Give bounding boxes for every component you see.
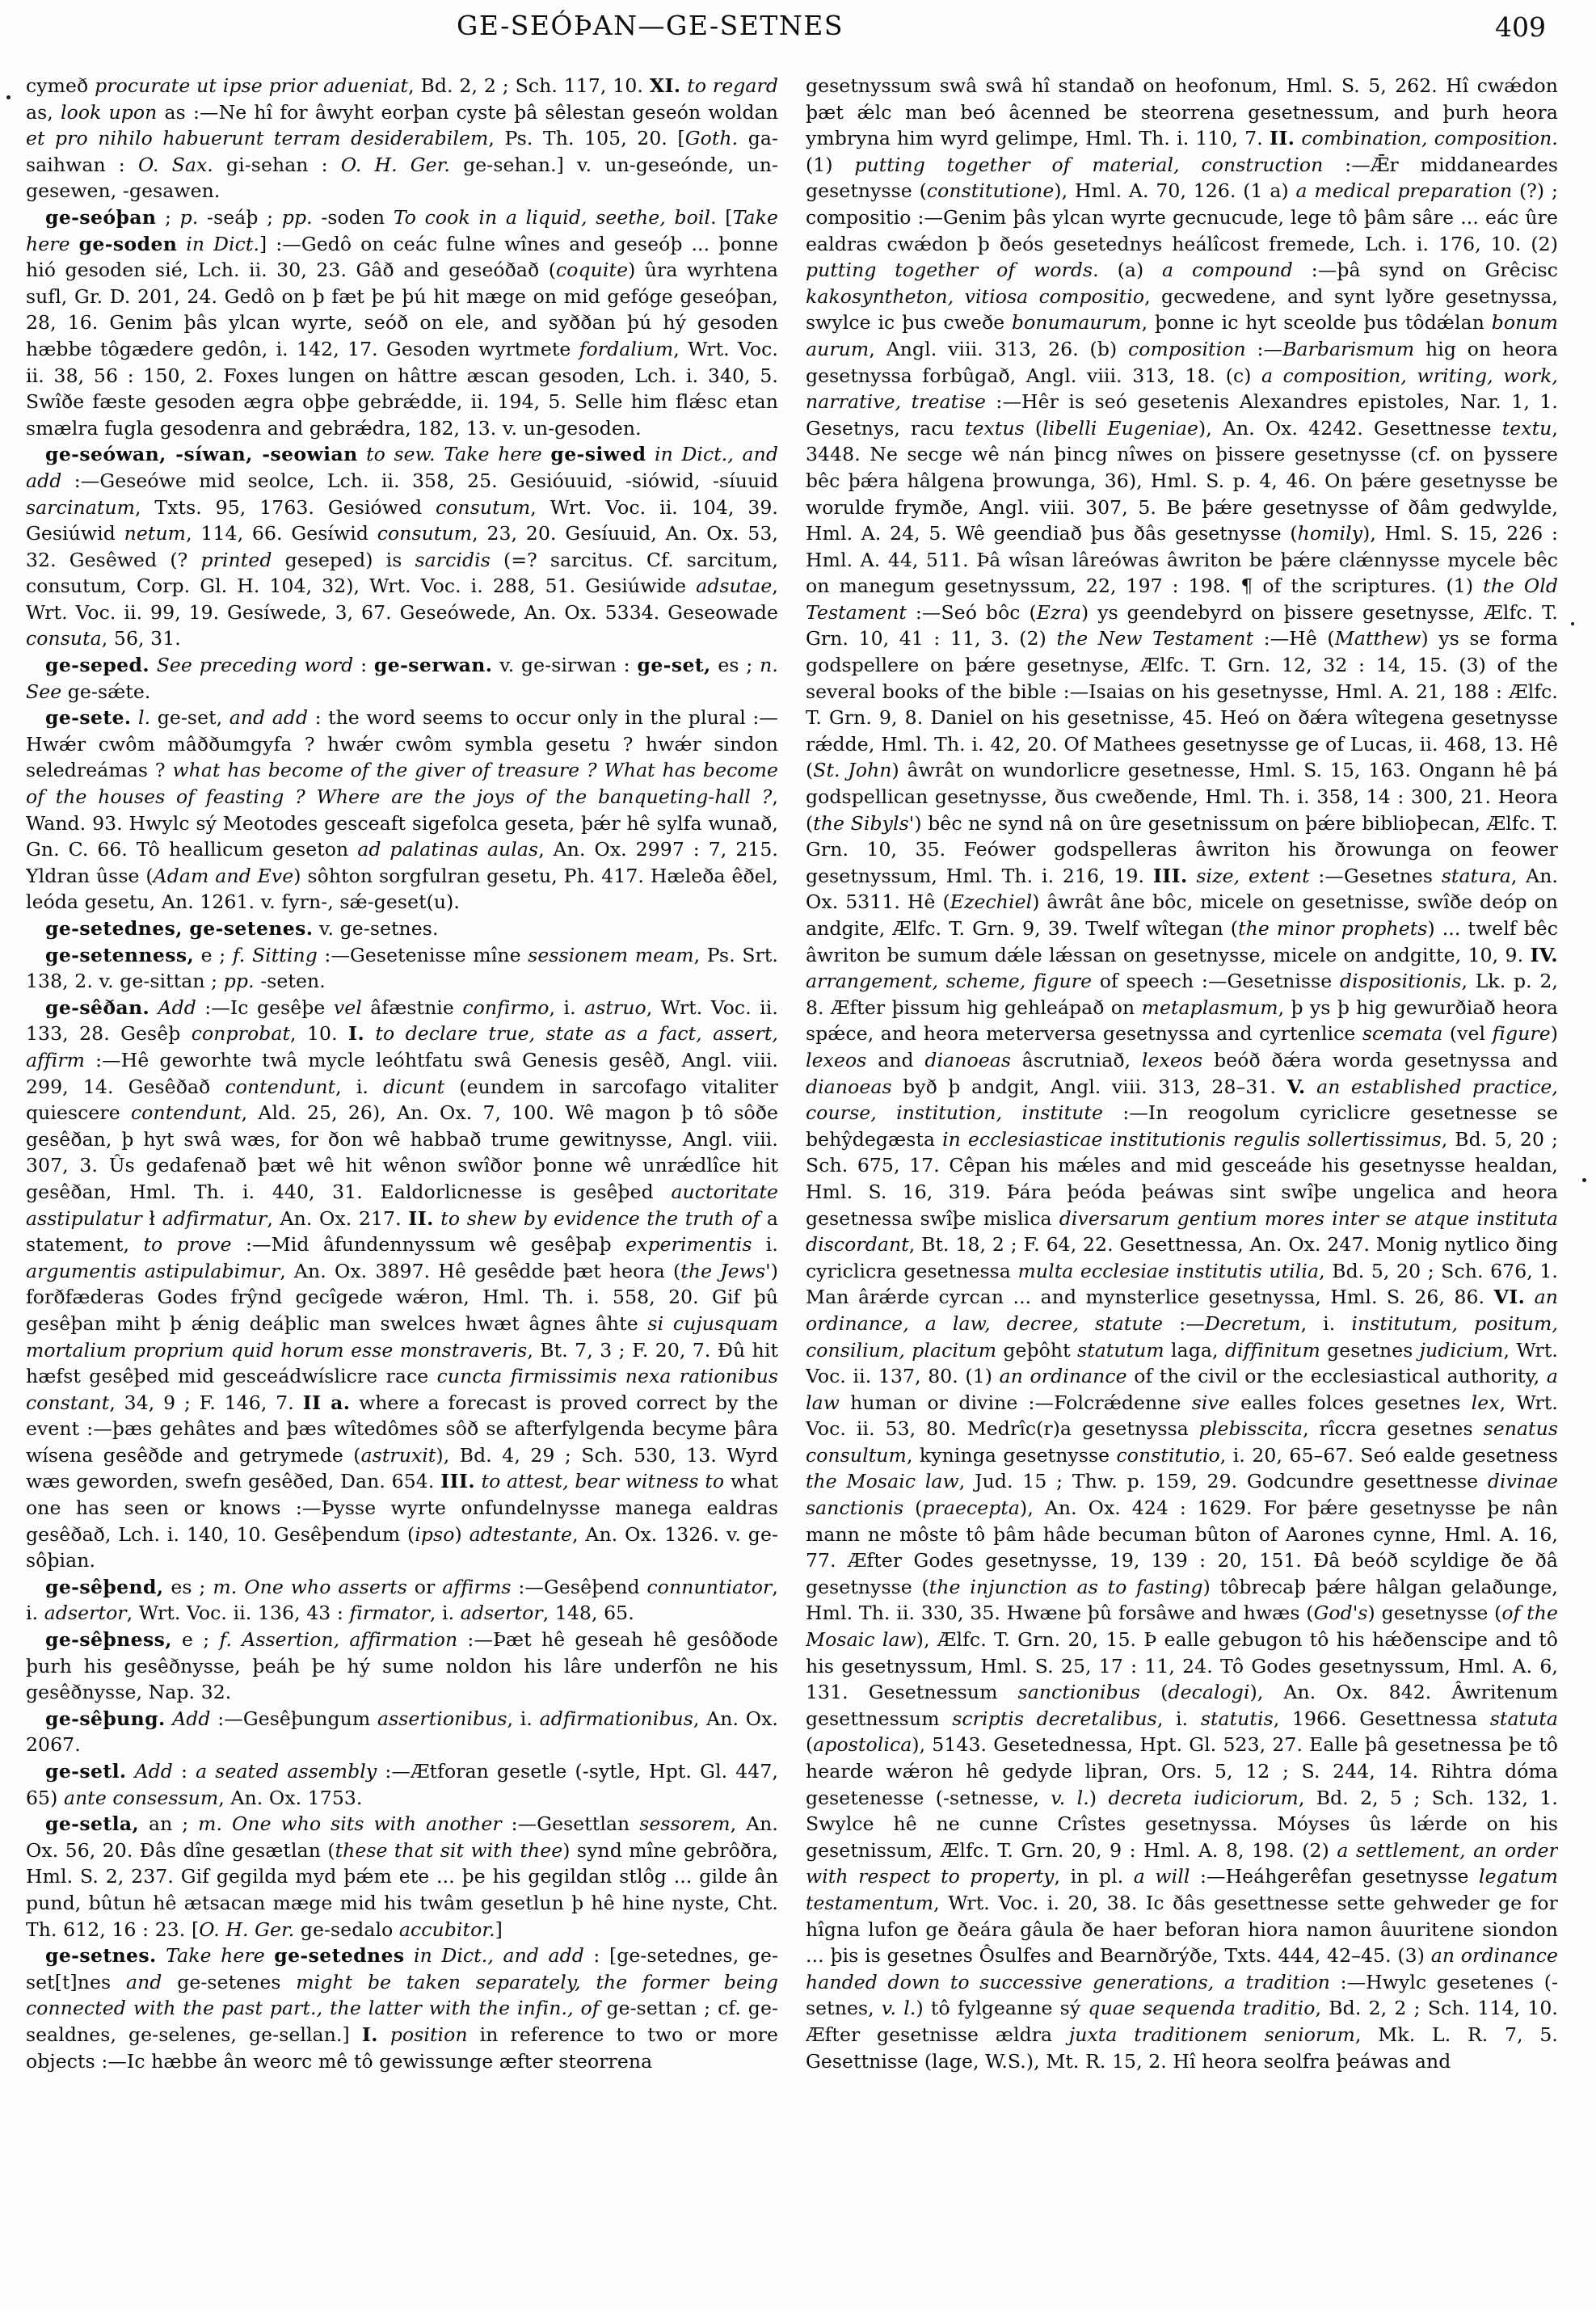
entry-paragraph: ge-seóþan ; p. -seáþ ; pp. -soden To cook in a liquid, seethe, boil. [Take here ge-soden in Dict.] :—Gedô on ceác fulne wînes and geseóþ ... þonne hió gesoden sié, Lch. ii. 30, 23. Gâð and geseóðað (coquite) ûra wyrhtena sufl, Gr. D. 201, 24. Gedô on þ fæt þe þú hit mæge on mid gefóge geseóþan, 28, 16. Genim þâs ylcan wyrte, seóð on ele, and syððan þú hý gesoden hæbbe tôgædere gedôn, i. 142, 17. Gesoden wyrtmete fordalium, Wrt. Voc. ii. 38, 56 : 150, 2. Foxes lungen on hâttre æscan gesoden, Lch. i. 340, 5. Swîðe fæste gesoden ægra oþþe gebrǽdde, ii. 194, 5. Selle him flǽsc etan smælra fugla gesodenra and gebrǽdra, 182, 13. v. un-gesoden. <box>26 205 778 440</box>
entry-paragraph: ge-sêþness, e ; f. Assertion, affirmation :—Þæt hê geseah hê gesôðode þurh his gesêðnysse, þeáh þe hý sume noldon his lâre underfôn ne his gesêðnysse, Nap. 32. <box>26 1628 778 1704</box>
entry-paragraph: ge-setla, an ; m. One who sits with another :—Gesettlan sessorem, An. Ox. 56, 20. Ðâs dîne gesætlan (these that sit with thee) synd mîne gebrôðra, Hml. S. 2, 237. Gif gegilda myd þǽm ete ... þe his gegildan stlôg ... gilde ân pund, bûtun hê ætsacan mæge mid his twâm gesetlun þ hê hine nyste, Cht. Th. 612, 16 : 23. [O. H. Ger. ge-sedalo accubitor.] <box>26 1812 778 1941</box>
page-number: 409 <box>1495 11 1546 43</box>
scan-speck <box>1571 622 1574 625</box>
right-column <box>806 73 1558 2222</box>
entry-paragraph: cymeð procurate ut ipse prior adueniat, Bd. 2, 2 ; Sch. 117, 10. XI. to regard as, look upon as :—Ne hî for âwyht eorþan cyste þâ sêlestan geseón woldan et pro nihilo habuerunt terram desiderabilem, Ps. Th. 105, 20. [Goth. ga-saihwan : O. Sax. gi-sehan : O. H. Ger. ge-sehan.] v. un-geseónde, un-gesewen, -gesawen. <box>26 74 778 203</box>
entry-paragraph: ge-setnes. Take here ge-setednes in Dict., and add : [ge-setednes, ge-set[t]nes and ge-setenes might be taken separately, the former being connected with the past part., the latter with the infin., of ge-settan ; cf. ge-sealdnes, ge-selenes, ge-sellan.] I. position in reference to two or more objects :—Ic hæbbe ân weorc mê tô gewissunge æfter steorrena <box>26 1944 778 2073</box>
entry-paragraph: ge-seped. See preceding word : ge-serwan. v. ge-sirwan : ge-set, es ; n. See ge-sǽte. <box>26 654 778 703</box>
entry-paragraph: ge-sete. l. ge-set, and add : the word seems to occur only in the plural :—Hwǽr cwôm mâððumgyfa ? hwǽr cwôm symbla gesetu ? hwǽr sindon seledreámas ? what has become of the giver of treasure ? What has become of the houses of feasting ? Where are the joys of the banqueting-hall ?, Wand. 93. Hwylc sý Meotodes gesceaft sigefolca geseta, þǽr hê sylfa wunað, Gn. C. 66. Tô heallicum geseton ad palatinas aulas, An. Ox. 2997 : 7, 215. Yldran ûsse (Adam and Eve) sôhton sorgfulran gesetu, Ph. 417. Hæleða êðel, leóda gesetu, An. 1261. v. fyrn-, sǽ-geset(u). <box>26 706 778 914</box>
entry-paragraph: ge-setl. Add : a seated assembly :—Ætforan gesetle (-sytle, Hpt. Gl. 447, 65) ante consessum, An. Ox. 1753. <box>26 1760 778 1809</box>
entry-paragraph: ge-sêþend, es ; m. One who asserts or affirms :—Gesêþend connuntiator, i. adsertor, Wrt. Voc. ii. 136, 43 : firmator, i. adsertor, 148, 65. <box>26 1575 778 1625</box>
running-head-title: GE-SEÓÞAN—GE-SETNES <box>457 10 844 41</box>
entry-paragraph: ge-setenness, e ; f. Sitting :—Gesetenisse mîne sessionem meam, Ps. Srt. 138, 2. v. ge-sittan ; pp. -seten. <box>26 943 778 993</box>
entry-paragraph: gesetnyssum swâ swâ hî standað on heofonum, Hml. S. 5, 262. Hî cwǽdon þæt ǽlc man beó âcenned be steorrena gesetnessum, and þurh heora ymbryna him wyrd gelimpe, Hml. Th. i. 110, 7. II. combination, composition. (1) putting together of material, construction :—Ǣr middaneardes gesetnysse (constitutione), Hml. A. 70, 126. (1 a) a medical preparation (?) ; compositio :—Genim þâs ylcan wyrte gecnucude, lege tô þâm sâre ... eác ûre ealdras cwǽdon þ ðeós gesetednys heálîcost fremede, Lch. i. 176, 10. (2) putting together of words. (a) a compound :—þâ synd on Grêcisc kakosyntheton, vitiosa compositio, gecwedene, and synt lyðre gesetnyssa, swylce ic þus cweðe bonumaurum, þonne ic hyt sceolde þus tôdǽlan bonum aurum, Angl. viii. 313, 26. (b) composition :—Barbarismum hig on heora gesetnyssa forbûgað, Angl. viii. 313, 18. (c) a composition, writing, work, narrative, treatise :—Hêr is seó gesetenis Alexandres epistoles, Nar. 1, 1. Gesetnys, racu textus (libelli Eugeniae), An. Ox. 4242. Gesettnesse textu, 3448. Ne secge wê nán þincg nîwes on þissere gesetnysse (cf. on þyssere bêc þǽra hâlgena þrowunga, 36), Hml. S. p. 4, 46. On þǽre gesetnysse be worulde frymðe, Angl. viii. 307, 5. Be þǽre gesetnysse of ðâm gedwylde, Hml. A. 24, 5. Wê geendiað þus ðâs gesetnysse (homily), Hml. S. 15, 226 : Hml. A. 44, 511. Þâ wîsan lâreówas âwriton be þǽre clǽnnysse mycele bêc on manegum gesetnyssum, 22, 197 : 198. ¶ of the scriptures. (1) the Old Testament :—Seó bôc (Ezra) ys geendebyrd on þissere gesetnysse, Ælfc. T. Grn. 10, 41 : 11, 3. (2) the New Testament :—Hê (Matthew) ys se forma godspellere on þǽre gesetnyse, Ælfc. T. Grn. 12, 32 : 14, 15. (3) of the several books of the bible :—Isaias on his gesetnysse, Hml. A. 21, 188 : Ælfc. T. Grn. 9, 8. Daniel on his gesetnisse, 45. Heó on ðǽra wîtegena gesetnysse rǽdde, Hml. Th. i. 42, 20. Of Mathees gesetnysse ge of Lucas, ii. 468, 13. Hê (St. John) âwrât on wundorlicre gesetnesse, Hml. S. 15, 163. Ongann hê þá godspellican gesetnysse, ðus cweðende, Hml. Th. i. 358, 14 : 300, 21. Heora (the Sibyls') bêc ne synd nâ on ûre gesetnissum on þǽre biblioþecan, Ælfc. T. Grn. 10, 35. Feówer godspelleras âwriton his ðrowunga on feower gesetnyssum, Hml. Th. i. 216, 19. III. size, extent :—Gesetnes statura, An. Ox. 5311. Hê (Ezechiel) âwrât âne bôc, micele on gesetnisse, swîðe deóp on andgite, Ælfc. T. Grn. 9, 39. Twelf wîtegan (the minor prophets) ... twelf bêc âwriton be sumum dǽle lǽssan on gesetnysse, micele on andgitte, 10, 9. IV. arrangement, scheme, figure of speech :—Gesetnisse dispositionis, Lk. p. 2, 8. Æfter þissum hig gehleápað on metaplasmum, þ ys þ hig gewurðiað heora spǽce, and heora meterversa gesetnyssa and cyrtenlice scemata (vel figure) lexeos and dianoeas âscrutniað, lexeos beóð ðǽra worda gesetnyssa and dianoeas byð þ andgit, Angl. viii. 313, 28–31. V. an established practice, course, institution, institute :—In reogolum cyriclicre gesetnesse se behŷdegæsta in ecclesiasticae institutionis regulis sollertissimus, Bd. 5, 20 ; Sch. 675, 17. Cêpan his mǽles and mid gesceáde his gesetnysse healdan, Hml. S. 16, 319. Þára þeóda þeáwas sint swîþe ungelica and heora gesetnessa swîþe mislica diversarum gentium mores inter se atque instituta discordant, Bt. 18, 2 ; F. 64, 22. Gesettnessa, An. Ox. 247. Monig nytlico ðing cyriclicra gesetnessa multa ecclesiae institutis utilia, Bd. 5, 20 ; Sch. 676, 1. Man ârǽrde cyrcan ... and mynsterlice gesetnyssa, Hml. S. 26, 86. VI. an ordinance, a law, decree, statute :—Decretum, i. institutum, positum, consilium, placitum geþôht statutum laga, diffinitum gesetnes judicium, Wrt. Voc. ii. 137, 80. (1) an ordinance of the civil or the ecclesiastical authority, a law human or divine :—Folcrǽdenne sive ealles folces gesetnes lex, Wrt. Voc. ii. 53, 80. Medrîc(r)a gesetnyssa plebisscita, rîccra gesetnes senatus consultum, kyninga gesetnysse constitutio, i. 20, 65–67. Seó ealde gesetness the Mosaic law, Jud. 15 ; Thw. p. 159, 29. Godcundre gesettnesse divinae sanctionis (praecepta), An. Ox. 424 : 1629. For þǽre gesetnysse þe nân mann ne môste tô þâm hâde becuman bûton of Aarones cynne, Hml. A. 16, 77. Æfter Godes gesetnysse, 19, 139 : 20, 151. Ðâ beóð scyldige ðe ðâ gesetnysse (the injunction as to fasting) tôbrecaþ þǽre hâlgan gelaðunge, Hml. Th. ii. 330, 35. Hwæne þû forsâwe and hwæs (God's) gesetnysse (of the Mosaic law), Ælfc. T. Grn. 20, 15. Þ ealle gebugon tô his hǽðenscipe and tô his gesetnyssum, Hml. S. 25, 17 : 11, 24. Tô Godes gesetnyssum, Hml. A. 6, 131. Gesetnessum sanctionibus (decalogi), An. Ox. 842. Âwritenum gesettnessum scriptis decretalibus, i. statutis, 1966. Gesettnessa statuta (apostolica), 5143. Gesetednessa, Hpt. Gl. 523, 27. Ealle þâ gesetnessa þe tô hearde wǽron hê gedyde liþran, Ors. 5, 12 ; S. 244, 14. Rihtra dóma gesetenesse (-setnesse, v. l.) decreta iudiciorum, Bd. 2, 5 ; Sch. 132, 1. Swylce hê ne cunne Crîstes gesetnyssa. Móyses ûs lǽrde on his gesetnissum, Ælfc. T. Grn. 20, 9 : Hml. A. 8, 198. (2) a settlement, an order with respect to property, in pl. a will :—Heáhgerêfan gesetnysse legatum testamentum, Wrt. Voc. i. 20, 38. Ic ðâs gesettnesse sette gehweder ge for hîgna lufon ge ðeára gâula ðe haer beforan hiora namon âuuritene siondon ... þis is gesetnes Ôsulfes and Bearnðrýðe, Txts. 444, 42–45. (3) an ordinance handed down to successive generations, a tradition :—Hwylc gesetenes (-setnes, v. l.) tô fylgeanne sý quae sequenda traditio, Bd. 2, 2 ; Sch. 114, 10. Æfter gesetnisse ældra juxta traditionem seniorum, Mk. L. R. 7, 5. Gesettnisse (lage, W.S.), Mt. R. 15, 2. Hî heora seolfra þeáwas and <box>806 74 1558 2073</box>
left-column <box>26 73 778 2222</box>
entry-paragraph: ge-seówan, -síwan, -seowian to sew. Take here ge-siwed in Dict., and add :—Geseówe mid seolce, Lch. ii. 358, 25. Gesióuuid, -siówid, -síuuid sarcinatum, Txts. 95, 1763. Gesiówed consutum, Wrt. Voc. ii. 104, 39. Gesiúwid netum, 114, 66. Gesíwid consutum, 23, 20. Gesíuuid, An. Ox. 53, 32. Gesêwed (? printed geseped) is sarcidis (=? sarcitus. Cf. sarcitum, consutum, Corp. Gl. H. 104, 32), Wrt. Voc. i. 288, 51. Gesiúwide adsutae, Wrt. Voc. ii. 99, 19. Gesíwede, 3, 67. Geseówede, An. Ox. 5334. Geseowade consuta, 56, 31. <box>26 443 778 650</box>
page-header <box>0 10 1596 55</box>
entry-paragraph: ge-sêþung. Add :—Gesêþungum assertionibus, i. adfirmationibus, An. Ox. 2067. <box>26 1707 778 1757</box>
scan-speck <box>1582 1178 1586 1182</box>
entry-paragraph: ge-sêðan. Add :—Ic gesêþe vel âfæstnie confirmo, i. astruo, Wrt. Voc. ii. 133, 28. Gesêþ conprobat, 10. I. to declare true, state as a fact, assert, affirm :—Hê geworhte twâ mycle leóhtfatu swâ Genesis gesêð, Angl. viii. 299, 14. Gesêðað contendunt, i. dicunt (eundem in sarcofago vitaliter quiescere contendunt, Ald. 25, 26), An. Ox. 7, 100. Wê magon þ tô sôðe gesêðan, þ hyt swâ wæs, for ðon wê habbað trume gewitnysse, Angl. viii. 307, 3. Ûs gedafenað þæt wê hit wênon swîðor þonne wê unrǽdlîce hit gesêðan, Hml. Th. i. 440, 31. Ealdorlicnesse is gesêþed auctoritate asstipulatur ł adfirmatur, An. Ox. 217. II. to shew by evidence the truth of a statement, to prove :—Mid âfundennyssum wê gesêþaþ experimentis i. argumentis astipulabimur, An. Ox. 3897. Hê gesêdde þæt heora (the Jews') forðfæderas Godes frŷnd gecîgede wǽron, Hml. Th. i. 558, 20. Gif þû gesêþan miht þ ǽnig deáþlic man swelces hwæt âgnes âhte si cujusquam mortalium proprium quid horum esse monstraveris, Bt. 7, 3 ; F. 20, 7. Ðû hit hæfst gesêþed mid gesceádwíslicre race cuncta firmissimis nexa rationibus constant, 34, 9 ; F. 146, 7. II a. where a forecast is proved correct by the event :—þæs gehâtes and þæs wîtedômes sôð se afterfylgenda becyme þâra wísena gesêðde and getrymede (astruxit), Bd. 4, 29 ; Sch. 530, 13. Wyrd wæs geworden, swefn gesêðed, Dan. 654. III. to attest, bear witness to what one has seen or knows :—Þysse wyrte onfundelnysse manega ealdras gesêðað, Lch. i. 140, 10. Gesêþendum (ipso) adtestante, An. Ox. 1326. v. ge-sôþian. <box>26 996 778 1572</box>
text-columns <box>26 73 1558 2238</box>
scan-speck <box>6 95 11 99</box>
entry-paragraph: ge-setednes, ge-setenes. v. ge-setnes. <box>45 917 439 940</box>
